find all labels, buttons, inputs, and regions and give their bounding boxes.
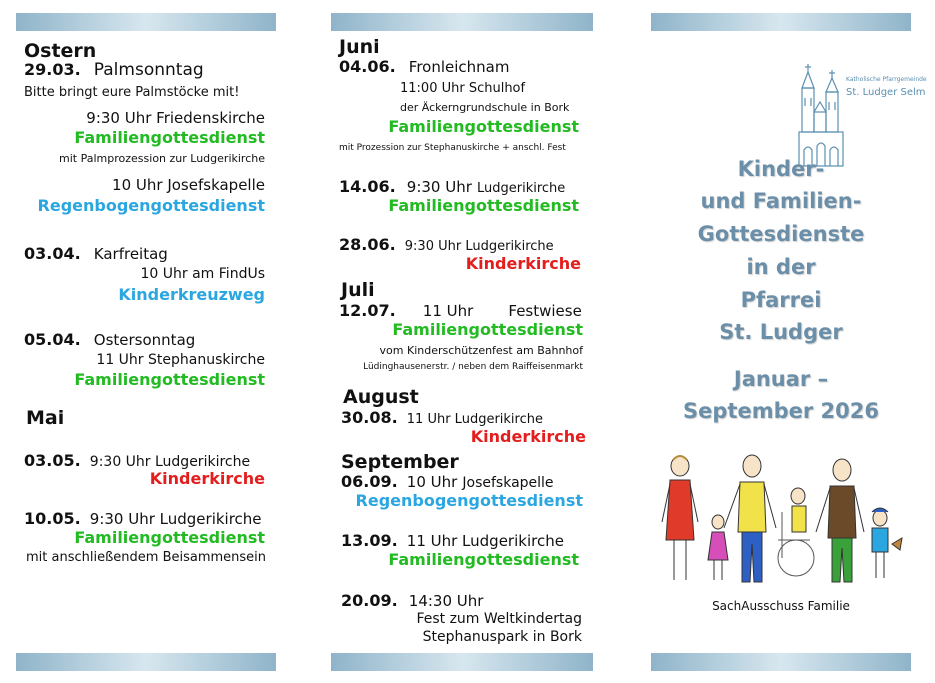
event-time: 9:30 Uhr Friedenskirche <box>86 109 265 127</box>
event-mai-2 <box>24 509 262 528</box>
footer-label: SachAusschuss Familie <box>712 599 850 613</box>
event-type: Familiengottesdienst <box>74 528 265 547</box>
event-30-08 <box>341 408 543 427</box>
event-28-06 <box>339 235 554 254</box>
event-title: Karfreitag <box>93 245 168 263</box>
bottom-bar-middle <box>331 653 593 671</box>
event-title: Palmsonntag <box>93 60 204 80</box>
event-date: 03.04. <box>24 244 81 263</box>
event-date: 10.05. <box>24 509 81 528</box>
top-bar-middle <box>331 13 593 31</box>
event-time: 10 Uhr <box>406 473 458 491</box>
section-ostern: Ostern <box>24 40 97 62</box>
event-date: 04.06. <box>339 57 396 76</box>
event-extra: mit Palmprozession zur Ludgerikirche <box>59 152 265 165</box>
section-juli: Juli <box>341 279 375 301</box>
event-title: Fronleichnam <box>408 58 510 76</box>
section-juni: Juni <box>339 36 380 58</box>
event-date: 05.04. <box>24 330 81 349</box>
event-place: Festwiese <box>508 302 582 320</box>
title-line-1: Kinder- <box>737 157 825 181</box>
top-bar-left <box>16 13 276 31</box>
event-date: 13.09. <box>341 531 398 550</box>
event-type: Familiengottesdienst <box>388 117 579 136</box>
event-12-07 <box>339 301 582 320</box>
event-line: Fest zum Weltkindertag <box>416 611 582 627</box>
event-type: Familiengottesdienst <box>74 128 265 147</box>
bottom-bar-right <box>651 653 911 671</box>
event-karfreitag <box>24 244 168 263</box>
event-time: 11:00 Uhr Schulhof <box>400 81 526 96</box>
event-time: 9:30 Uhr <box>406 178 472 196</box>
event-date: 28.06. <box>339 235 396 254</box>
event-time: 11 Uhr Stephanuskirche <box>96 352 265 368</box>
event-place: der Äckerngrundschule in Bork <box>400 101 570 114</box>
event-time: 14:30 Uhr <box>408 592 484 610</box>
event-type: Familiengottesdienst <box>388 550 579 569</box>
event-date: 06.09. <box>341 472 398 491</box>
event-date: 03.05. <box>24 451 81 470</box>
event-14-06 <box>339 177 565 196</box>
event-extra: Lüdinghausenerstr. / neben dem Raiffeisenmarkt <box>363 362 583 372</box>
church-logo-icon <box>796 62 846 172</box>
event-place: Ludgerikirche <box>476 181 566 196</box>
event-date: 20.09. <box>341 591 398 610</box>
bottom-bar-left <box>16 653 276 671</box>
event-fronleichnam <box>339 57 509 76</box>
event-type: Kinderkirche <box>470 427 586 446</box>
section-mai: Mai <box>26 407 65 429</box>
event-extra: vom Kinderschützenfest am Bahnhof <box>379 344 583 357</box>
event-date: 30.08. <box>341 408 398 427</box>
event-type: Regenbogengottesdienst <box>355 491 583 510</box>
event-type: Familiengottesdienst <box>74 370 265 389</box>
section-september: September <box>341 451 459 473</box>
event-time: 10 Uhr Josefskapelle <box>112 176 265 194</box>
event-type: Kinderkirche <box>465 254 581 273</box>
event-date: 14.06. <box>339 177 396 196</box>
section-august: August <box>343 386 419 408</box>
event-place: Josefskapelle <box>462 475 554 491</box>
event-type: Familiengottesdienst <box>388 196 579 215</box>
title-line-5: Pfarrei <box>740 288 822 312</box>
event-type: Familiengottesdienst <box>392 320 583 339</box>
event-time: 9:30 Uhr Ludgerikirche <box>89 510 262 528</box>
event-06-09 <box>341 472 554 491</box>
event-ostersonntag <box>24 330 195 349</box>
event-time: 9:30 Uhr Ludgerikirche <box>404 239 554 254</box>
title-line-4: in der <box>746 255 816 279</box>
event-note: Bitte bringt eure Palmstöcke mit! <box>24 85 240 100</box>
event-date: 29.03. <box>24 60 81 79</box>
period-line-2: September 2026 <box>683 399 879 423</box>
event-mai-1 <box>24 451 250 470</box>
event-20-09 <box>341 591 483 610</box>
period-line-1: Januar – <box>733 367 829 391</box>
event-time: 9:30 Uhr Ludgerikirche <box>89 454 251 470</box>
event-type: Kinderkreuzweg <box>118 285 265 304</box>
title-line-3: Gottesdienste <box>697 222 865 246</box>
event-title: Ostersonntag <box>93 331 196 349</box>
event-time: 11 Uhr Ludgerikirche <box>406 412 543 427</box>
event-type: Kinderkirche <box>149 469 265 488</box>
top-bar-right <box>651 13 911 31</box>
logo-line-1: Katholische Pfarrgemeinde <box>846 76 927 83</box>
event-date: 12.07. <box>339 301 396 320</box>
event-time: 10 Uhr am FindUs <box>140 266 265 282</box>
logo-line-2: St. Ludger Selm <box>846 87 926 98</box>
event-time: 11 Uhr <box>422 302 474 320</box>
event-line: Stephanuspark in Bork <box>422 629 582 645</box>
event-time: 11 Uhr Ludgerikirche <box>406 532 564 550</box>
event-13-09 <box>341 531 564 550</box>
event-extra: mit Prozession zur Stephanuskirche + anschl. Fest <box>339 143 566 153</box>
title-line-2: und Familien- <box>700 189 862 213</box>
family-drawing-illustration <box>658 452 908 592</box>
title-line-6: St. Ludger <box>719 320 843 344</box>
event-type: Regenbogengottesdienst <box>37 196 265 215</box>
event-extra: mit anschließendem Beisammensein <box>26 550 267 565</box>
event-palmsonntag <box>24 60 204 80</box>
